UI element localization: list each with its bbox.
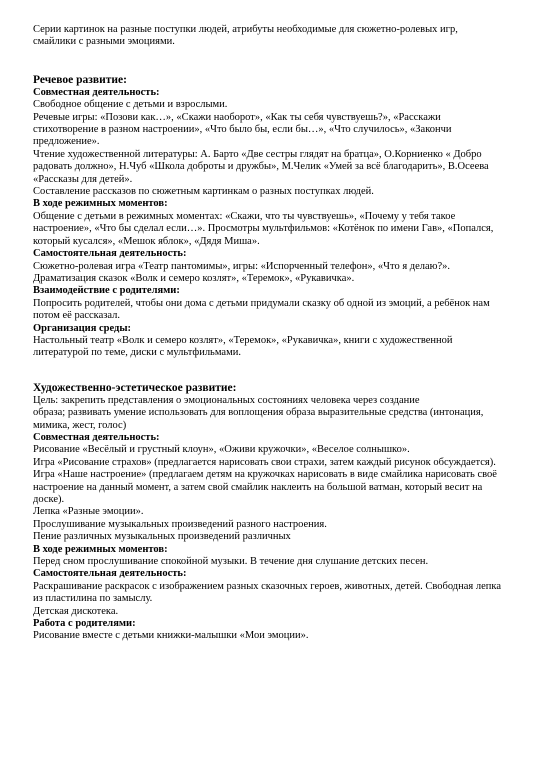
paragraph: Настольный театр «Волк и семеро козлят», «Теремок», «Рукавичка», книги с художественной литературой по теме, диски с мультфильмами.: [33, 334, 453, 359]
paragraph: Прослушивание музыкальных произведений разного настроения.: [33, 518, 327, 530]
paragraph: Рисование вместе с детьми книжки-малышки «Мои эмоции».: [33, 630, 309, 642]
paragraph: Составление рассказов по сюжетным картинкам о разных поступках людей.: [33, 186, 374, 198]
subsection-title: Самостоятельная деятельность:: [33, 248, 187, 260]
intro-paragraph: Серии картинок на разные поступки людей, атрибуты необходимые для сюжетно-ролевых игр, смайлики с разными эмоциями.: [33, 24, 458, 48]
paragraph: Пение различных музыкальных произведений различных: [33, 531, 291, 543]
subsection-title: В ходе режимных моментов:: [33, 198, 168, 210]
paragraph: Сюжетно-ролевая игра «Театр пантомимы», игры: «Испорченный телефон», «Что я делаю?». Драматизация сказок «Волк и семеро козлят», «Теремок», «Рукавичка».: [33, 260, 451, 284]
section-spacer: [33, 360, 503, 382]
subsection-title: Организация среды:: [33, 322, 132, 334]
paragraph: Раскрашивание раскрасок с изображением разных сказочных героев, животных, детей. Свободная лепка из пластилина по замыслу.: [33, 580, 502, 605]
subsection-title: Совместная деятельность:: [33, 431, 160, 443]
subsection-title: Взаимодействие с родителями:: [33, 285, 180, 297]
paragraph: Игра «Наше настроение» (предлагаем детям на кружочках нарисовать в виде смайлика нарисовать своё настроение на данный момент, а затем свой смайлик наклеить на большой ватман, который весит на доске).: [33, 469, 497, 505]
section-title: Художественно-эстетическое развитие:: [33, 381, 237, 394]
paragraph: Свободное общение с детьми и взрослыми.: [33, 99, 228, 111]
paragraph: Общение с детьми в режимных моментах: «Скажи, что ты чувствуешь», «Почему у тебя такое настроение», «Что бы сделал если…». Просмотры мультфильмов: «Котёнок по имени Гав», «Попался, который кусался», «Мешок яблок», «Дядя Миша».: [33, 210, 494, 247]
art-section: [33, 382, 503, 643]
speech-section: [33, 74, 503, 360]
subsection-title: Работа с родителями:: [33, 618, 136, 630]
paragraph: Речевые игры: «Позови как…», «Скажи наоборот», «Как ты себя чувствуешь?», «Расскажи стихотворение в разном настроении», «Что было бы, если бы…», «Что случилось», «Закончи предложение».: [33, 111, 452, 148]
subsection-title: Совместная деятельность:: [33, 86, 160, 98]
paragraph: Перед сном прослушивание спокойной музыки. В течение дня слушание детских песен.: [33, 556, 429, 568]
paragraph: Чтение художественной литературы: А. Барто «Две сестры глядят на братца», О.Корниенко « Добро радовать должно», Н.Чуб «Школа доброты и дружбы», М.Челик «Умей за всё благодарить», В.Осеева «Рассказы для детей».: [33, 148, 489, 185]
goal-line: образа; развивать умение использовать для воплощения образа выразительные средства (интонация, мимика, жест, голос): [33, 407, 484, 431]
paragraph: Лепка «Разные эмоции».: [33, 506, 144, 518]
paragraph: Игра «Рисование страхов» (предлагается нарисовать свои страхи, затем каждый рисунок обсуждается).: [33, 456, 496, 468]
section-title: Речевое развитие:: [33, 73, 127, 86]
paragraph: Попросить родителей, чтобы они дома с детьми придумали сказку об одной из эмоций, а ребёнок нам потом её рассказал.: [33, 297, 490, 322]
subsection-title: Самостоятельная деятельность:: [33, 568, 187, 580]
paragraph: Детская дискотека.: [33, 605, 119, 617]
subsection-title: В ходе режимных моментов:: [33, 543, 168, 555]
paragraph: Рисование «Весёлый и грустный клоун», «Оживи кружочки», «Веселое солнышко».: [33, 444, 410, 456]
goal-line: Цель: закрепить представления о эмоциональных состояниях человека через создание: [33, 394, 420, 406]
